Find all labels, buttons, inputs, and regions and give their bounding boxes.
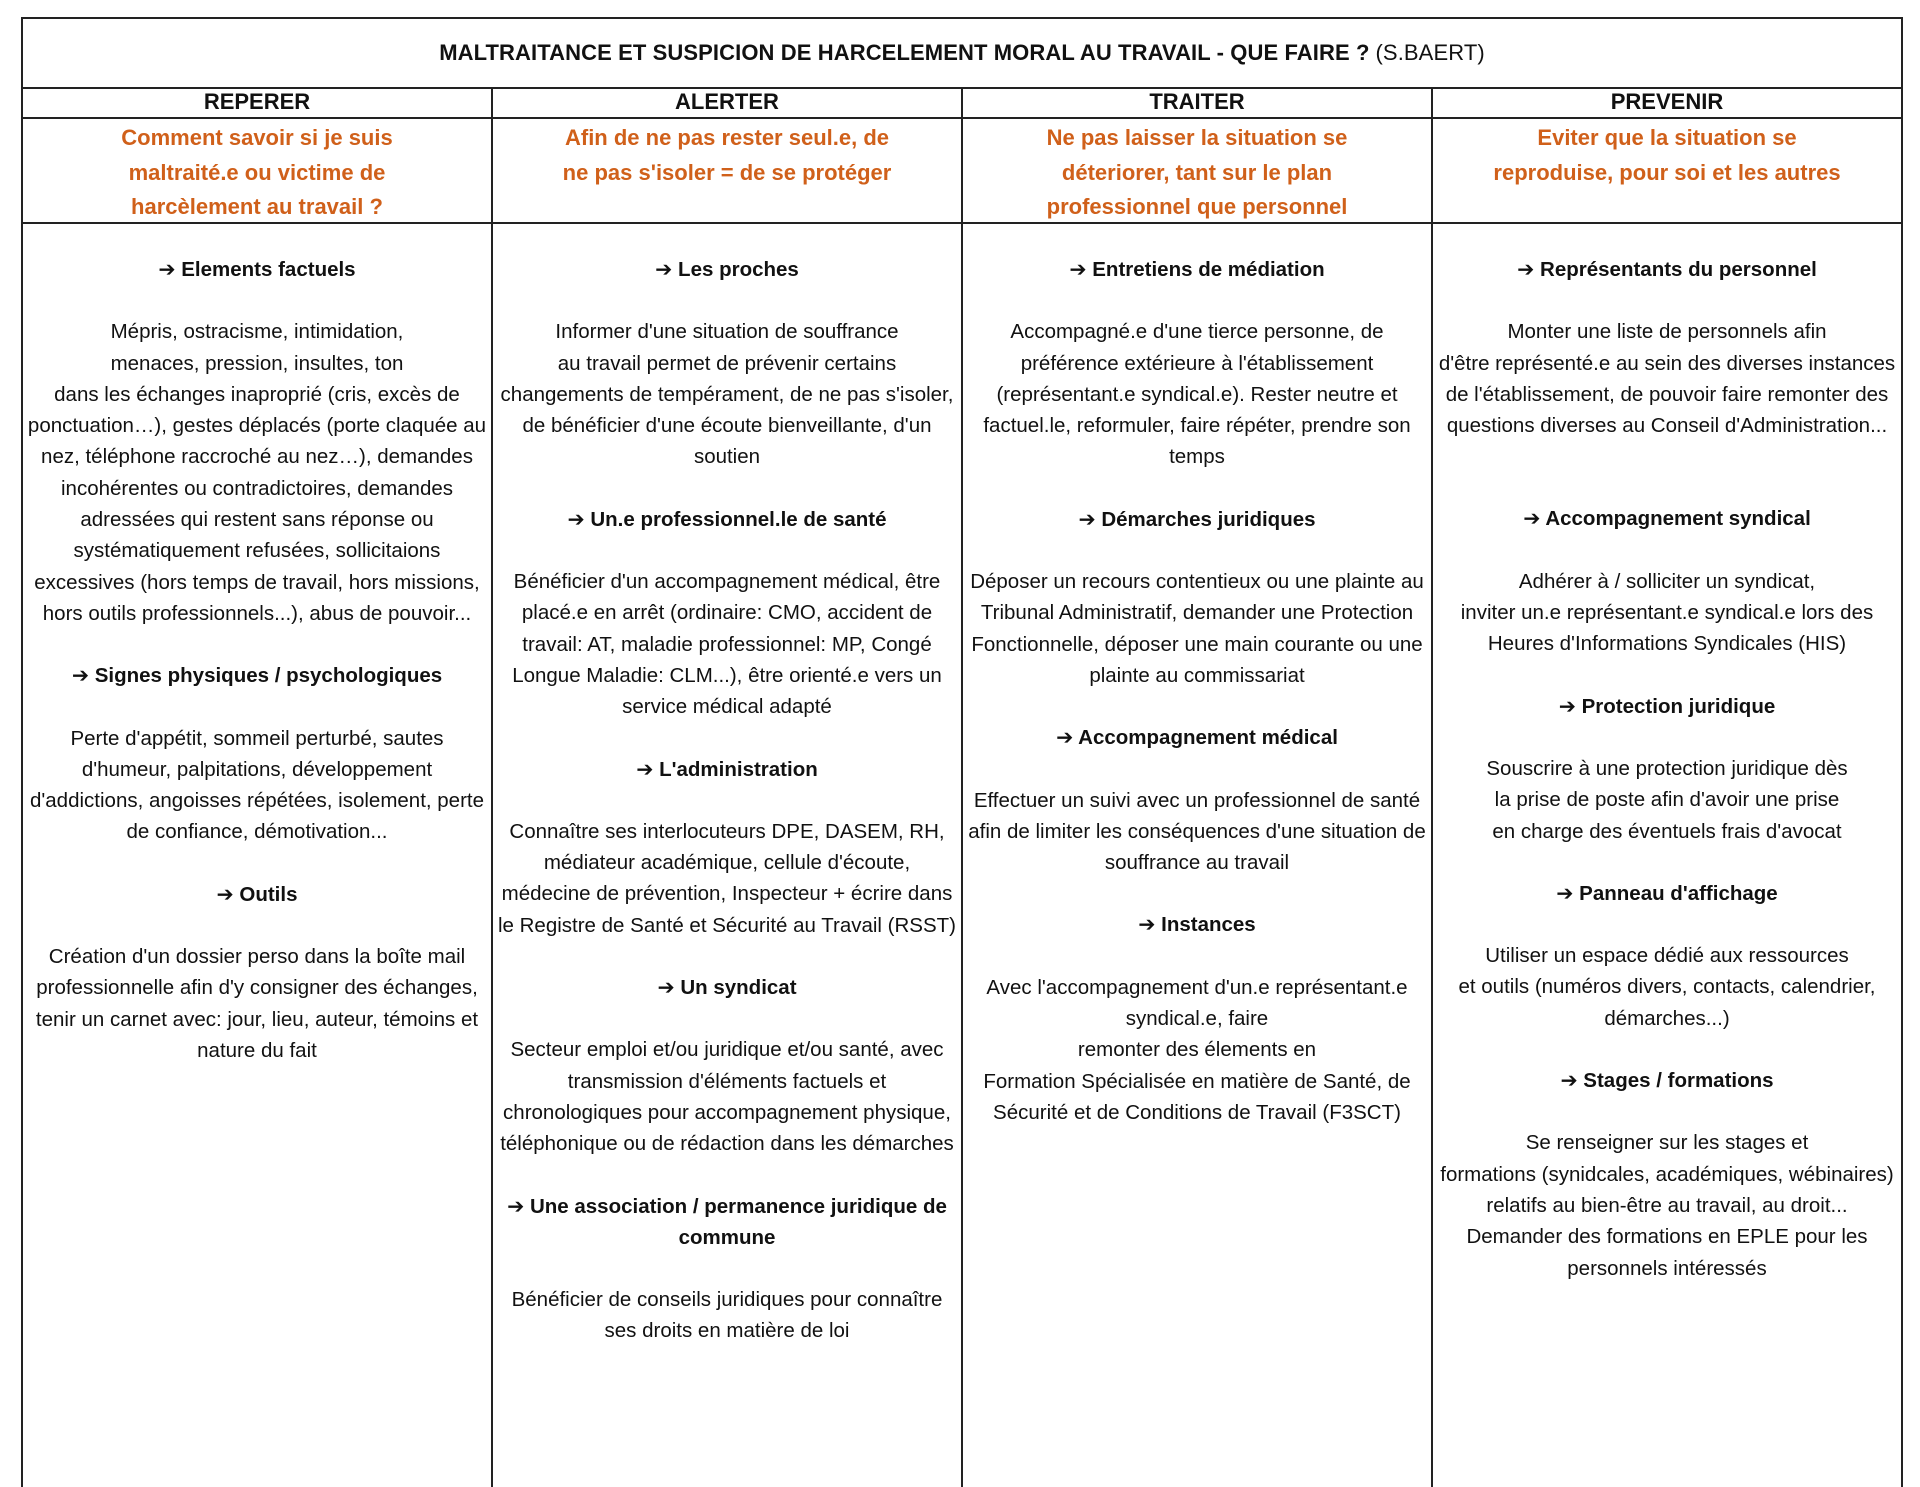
section-text: Informer d'une situation de souffrance au travail permet de prévenir certains changements de tempérament, de ne pas s'isoler, de bénéficier d'une écoute bienveillante, d'un soutien xyxy=(500,320,954,469)
section-title: ➔ L'administration xyxy=(636,757,818,781)
section-title: ➔ Signes physiques / psychologiques xyxy=(71,664,443,688)
section-title: ➔ Accompagnement syndical xyxy=(1523,507,1811,531)
section-text: Connaître ses interlocuteurs DPE, DASEM, RH, médiateur académique, cellule d'écoute, médecine de prévention, Inspecteur + écrire dans le Registre de Santé et Sécurité au Travail (RSST) xyxy=(497,819,957,937)
column-body xyxy=(1433,224,1901,1487)
title-author: (S.BAERT) xyxy=(1375,40,1485,65)
section-title: ➔ Protection juridique xyxy=(1558,694,1776,718)
section-title: ➔ Outils xyxy=(216,882,298,906)
section-text: Avec l'accompagnement d'un.e représentant.e syndical.e, faire remonter des élements en Formation Spécialisée en matière de Santé, de Sécurité et de Conditions de Travail (F3SCT) xyxy=(983,975,1411,1124)
column-prevenir xyxy=(1433,87,1901,1487)
section-text: Adhérer à / solliciter un syndicat, inviter un.e représentant.e syndical.e lors des Heures d'Informations Syndicales (HIS) xyxy=(1460,569,1874,656)
section-title: ➔ Une association / permanence juridique de commune xyxy=(507,1194,947,1249)
section-text: Souscrire à une protection juridique dès la prise de poste afin d'avoir une prise en charge des éventuels frais d'avocat xyxy=(1486,756,1848,843)
section-title: ➔ Un.e professionnel.le de santé xyxy=(567,507,887,531)
column-traiter xyxy=(963,87,1433,1487)
section-text: Monter une liste de personnels afin d'être représenté.e au sein des diverses instances de l'établissement, de pouvoir faire remonter des questions diverses au Conseil d'Administration... xyxy=(1438,320,1896,438)
section-title: ➔ Elements factuels xyxy=(158,258,356,281)
column-subtitle: Eviter que la situation se reproduise, pour soi et les autres xyxy=(1433,119,1901,224)
section-text: Bénéficier d'un accompagnement médical, être placé.e en arrêt (ordinaire: CMO, accident de travail: AT, maladie professionnel: MP, Congé Longue Maladie: CLM...), être orienté.e vers un service médical adapté xyxy=(512,570,942,719)
columns-container xyxy=(23,87,1901,1487)
title-main: MALTRAITANCE ET SUSPICION DE HARCELEMENT MORAL AU TRAVAIL - QUE FAIRE ? xyxy=(439,40,1370,65)
column-subtitle: Comment savoir si je suis maltraité.e ou victime de harcèlement au travail ? xyxy=(23,119,491,224)
section-title: ➔ Stages / formations xyxy=(1560,1069,1774,1093)
section-text: Création d'un dossier perso dans la boîte mail professionnelle afin d'y consigner des échanges, tenir un carnet avec: jour, lieu, auteur, témoins et nature du fait xyxy=(35,945,479,1062)
section-title: ➔ Représentants du personnel xyxy=(1517,258,1817,281)
section-text: Bénéficier de conseils juridiques pour connaître ses droits en matière de loi xyxy=(511,1288,943,1343)
column-header: TRAITER xyxy=(963,87,1431,119)
section-text: Accompagné.e d'une tierce personne, de préférence extérieure à l'établissement (représentant.e syndical.e). Rester neutre et factuel.le, reformuler, faire répéter, prendre son temps xyxy=(983,320,1411,469)
document-table xyxy=(21,17,1903,1487)
column-subtitle: Ne pas laisser la situation se déteriorer, tant sur le plan professionnel que personnel xyxy=(963,119,1431,224)
section-text: Déposer un recours contentieux ou une plainte au Tribunal Administratif, demander une Protection Fonctionnelle, déposer une main courante ou une plainte au commissariat xyxy=(970,570,1424,687)
section-text: Se renseigner sur les stages et formations (synidcales, académiques, wébinaires) relatifs au bien-être au travail, au droit... Demander des formations en EPLE pour les personnels intéressés xyxy=(1440,1131,1894,1280)
document-title xyxy=(23,19,1901,89)
section-title: ➔ Démarches juridiques xyxy=(1078,507,1316,531)
column-body xyxy=(23,224,491,1487)
section-title: ➔ Entretiens de médiation xyxy=(1069,258,1325,281)
column-body xyxy=(963,224,1431,1487)
column-body xyxy=(493,224,961,1487)
column-subtitle: Afin de ne pas rester seul.e, de ne pas s'isoler = de se protéger xyxy=(493,119,961,224)
column-header: REPERER xyxy=(23,87,491,119)
section-text: Mépris, ostracisme, intimidation, menaces, pression, insultes, ton dans les échanges inaproprié (cris, excès de ponctuation…), gestes déplacés (porte claquée au nez, téléphone raccroché au nez…), demandes incohérentes ou contradictoires, demandes adressées qui restent sans réponse ou systématiquement refusées, sollicitaions excessives (hors temps de travail, hors missions, hors outils professionnels...), abus de pouvoir... xyxy=(27,320,487,625)
column-header: PREVENIR xyxy=(1433,87,1901,119)
section-title: ➔ Instances xyxy=(1138,913,1256,937)
section-title: ➔ Les proches xyxy=(655,258,799,281)
section-title: ➔ Un syndicat xyxy=(657,976,797,1000)
section-title: ➔ Panneau d'affichage xyxy=(1556,881,1778,905)
column-alerter xyxy=(493,87,963,1487)
column-header: ALERTER xyxy=(493,87,961,119)
section-text: Utiliser un espace dédié aux ressources et outils (numéros divers, contacts, calendrier, démarches...) xyxy=(1458,944,1876,1030)
section-text: Effectuer un suivi avec un professionnel de santé afin de limiter les conséquences d'une situation de souffrance au travail xyxy=(968,788,1426,875)
section-text: Secteur emploi et/ou juridique et/ou santé, avec transmission d'éléments factuels et chronologiques pour accompagnement physique, téléphonique ou de rédaction dans les démarches xyxy=(500,1038,954,1156)
section-text: Perte d'appétit, sommeil perturbé, sautes d'humeur, palpitations, développement d'addictions, angoisses répétées, isolement, perte de confiance, démotivation... xyxy=(29,726,485,844)
section-title: ➔ Accompagnement médical xyxy=(1056,726,1338,750)
column-reperer xyxy=(23,87,493,1487)
